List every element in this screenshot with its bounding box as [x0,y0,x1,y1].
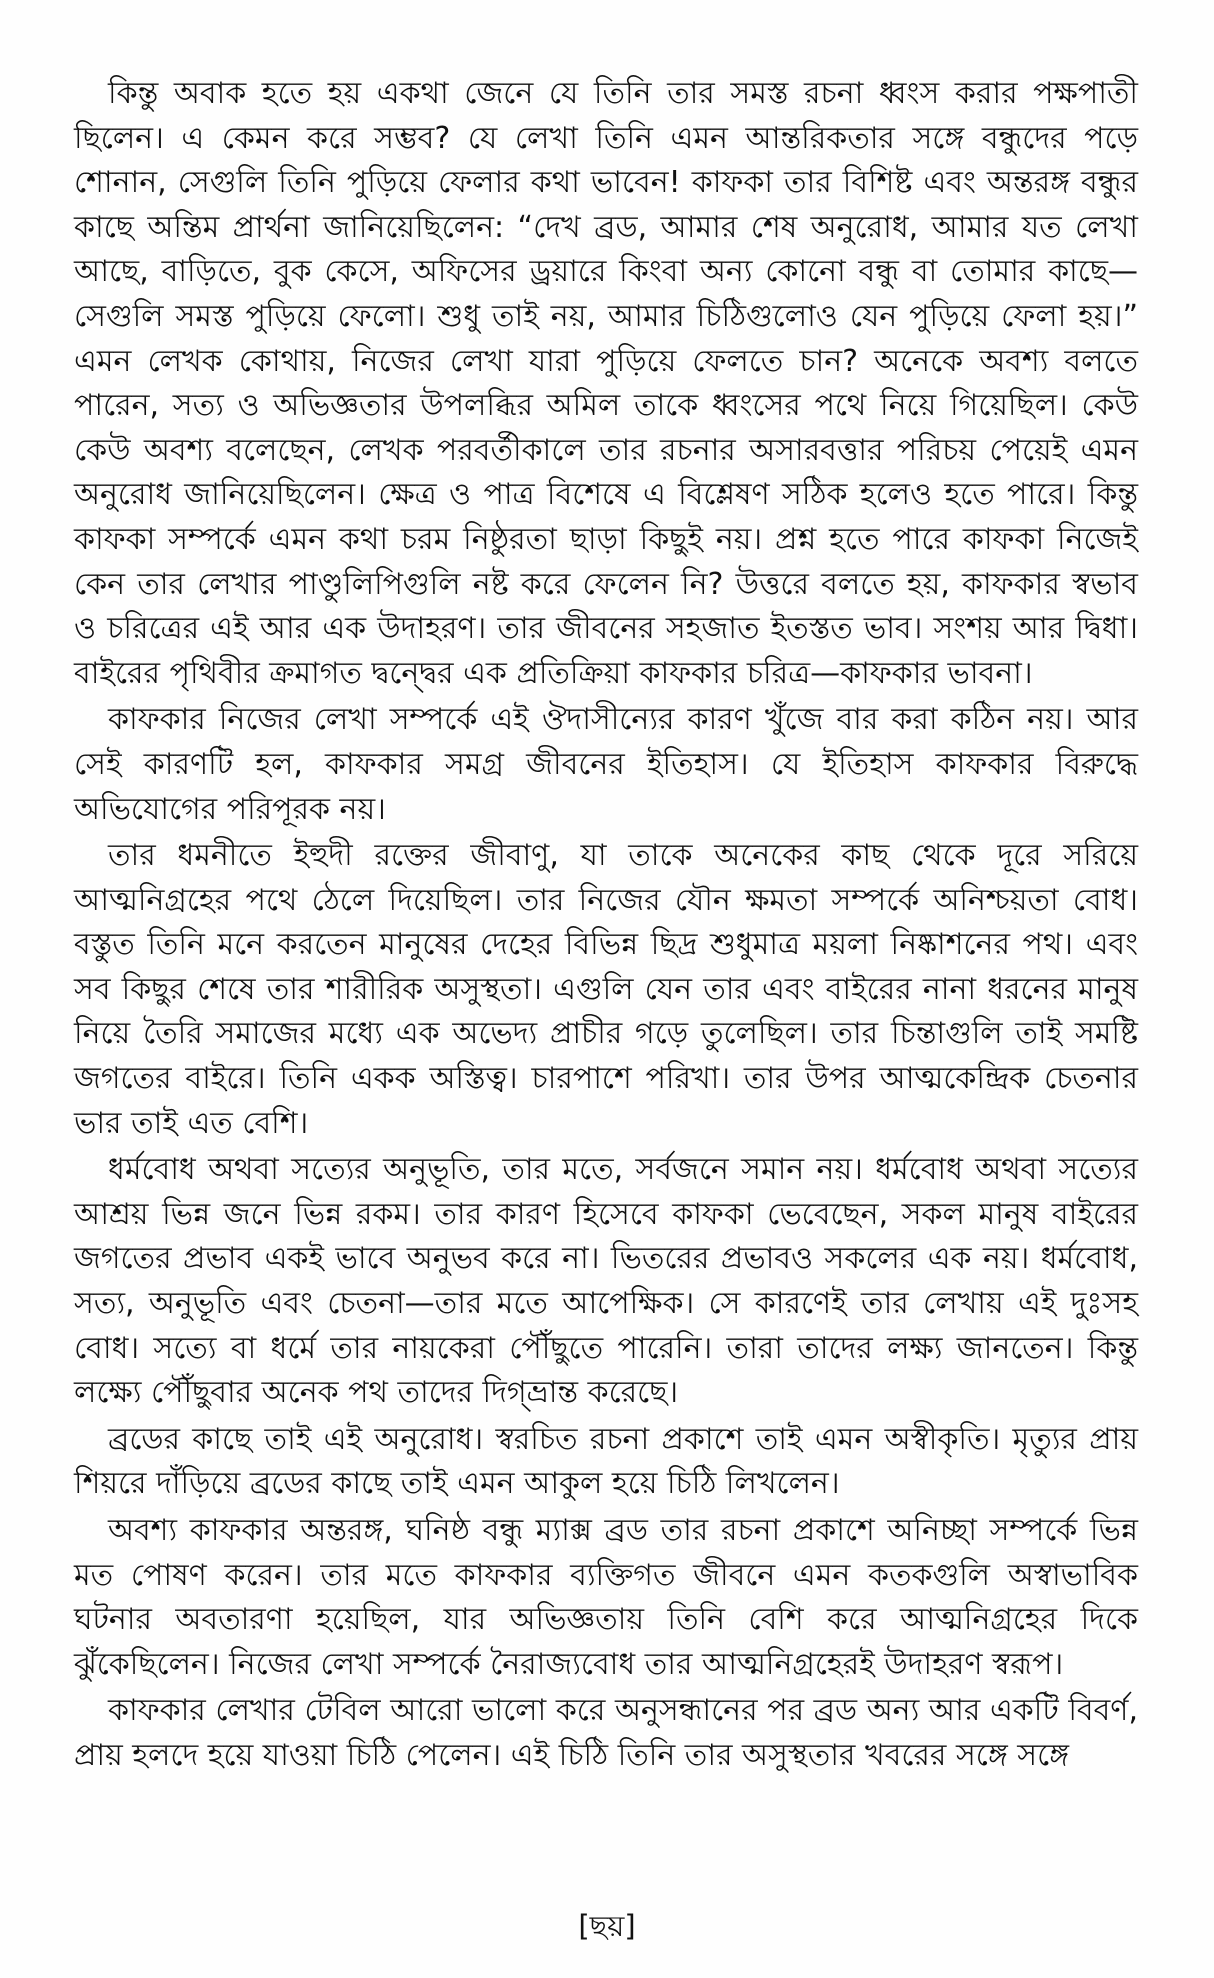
paragraph-3: তার ধমনীতে ইহুদী রক্তের জীবাণু, যা তাকে অনেকের কাছ থেকে দূরে সরিয়ে আত্মনিগ্রহের পথে ঠেলে দিয়েছিল। তার নিজের যৌন ক্ষমতা সম্পর্কে অনিশ্চয়তা বোধ। বস্তুত তিনি মনে করতেন মানুষের দেহের বিভিন্ন ছিদ্র শুধুমাত্র ময়লা নিষ্কাশনের পথ। এবং সব কিছুর শেষে তার শারীরিক অসুস্থতা। এগুলি যেন তার এবং বাইরের নানা ধরনের মানুষ নিয়ে তৈরি সমাজের মধ্যে এক অভেদ্য প্রাচীর গড়ে তুলেছিল। তার চিন্তাগুলি তাই সমষ্টি জগতের বাইরে। তিনি একক অস্তিত্ব। চারপাশে পরিখা। তার উপর আত্মকেন্দ্রিক চেতনার ভার তাই এত বেশি। [74,838,1138,1141]
paragraph-1: কিন্তু অবাক হতে হয় একথা জেনে যে তিনি তার সমস্ত রচনা ধ্বংস করার পক্ষপাতী ছিলেন। এ কেমন করে সম্ভব? যে লেখা তিনি এমন আন্তরিকতার সঙ্গে বন্ধুদের পড়ে শোনান, সেগুলি তিনি পুড়িয়ে ফেলার কথা ভাবেন! কাফকা তার বিশিষ্ট এবং অন্তরঙ্গ বন্ধুর কাছে অন্তিম প্রার্থনা জানিয়েছিলেন: “দেখ ব্রড, আমার শেষ অনুরোধ, আমার যত লেখা আছে, বাড়িতে, বুক কেসে, অফিসের ড্রয়ারে কিংবা অন্য কোনো বন্ধু বা তোমার কাছে—সেগুলি সমস্ত পুড়িয়ে ফেলো। শুধু তাই নয়, আমার চিঠিগুলোও যেন পুড়িয়ে ফেলা হয়।” এমন লেখক কোথায়, নিজের লেখা যারা পুড়িয়ে ফেলতে চান? অনেকে অবশ্য বলতে পারেন, সত্য ও অভিজ্ঞতার উপলব্ধির অমিল তাকে ধ্বংসের পথে নিয়ে গিয়েছিল। কেউ কেউ অবশ্য বলেছেন, লেখক পরবর্তীকালে তার রচনার অসারবত্তার পরিচয় পেয়েই এমন অনুরোধ জানিয়েছিলেন। ক্ষেত্র ও পাত্র বিশেষে এ বিশ্লেষণ সঠিক হলেও হতে পারে। কিন্তু কাফকা সম্পর্কে এমন কথা চরম নিষ্ঠুরতা ছাড়া কিছুই নয়। প্রশ্ন হতে পারে কাফকা নিজেই কেন তার লেখার পাণ্ডুলিপিগুলি নষ্ট করে ফেলেন নি? উত্তরে বলতে হয়, কাফকার স্বভাব ও চরিত্রের এই আর এক উদাহরণ। তার জীবনের সহজাত ইতস্তত ভাব। সংশয় আর দ্বিধা। বাইরের পৃথিবীর ক্রমাগত দ্বন্দ্বের এক প্রতিক্রিয়া কাফকার চরিত্র—কাফকার ভাবনা। [74,76,1138,691]
body-text [74,72,1138,1781]
paragraph-7: কাফকার লেখার টেবিল আরো ভালো করে অনুসন্ধানের পর ব্রড অন্য আর একটি বিবর্ণ, প্রায় হলদে হয়ে যাওয়া চিঠি পেলেন। এই চিঠি তিনি তার অসুস্থতার খবরের সঙ্গে সঙ্গে [74,1693,1138,1773]
paragraph-2: কাফকার নিজের লেখা সম্পর্কে এই ঔদাসীন্যের কারণ খুঁজে বার করা কঠিন নয়। আর সেই কারণটি হল, কাফকার সমগ্র জীবনের ইতিহাস। যে ইতিহাস কাফকার বিরুদ্ধে অভিযোগের পরিপূরক নয়। [74,702,1138,827]
page-number: [ছয়] [578,1909,636,1943]
paragraph-5: ব্রডের কাছে তাই এই অনুরোধ। স্বরচিত রচনা প্রকাশে তাই এমন অস্বীকৃতি। মৃত্যুর প্রায় শিয়রে দাঁড়িয়ে ব্রডের কাছে তাই এমন আকুল হয়ে চিঠি লিখলেন। [74,1421,1138,1502]
paragraph-4: ধর্মবোধ অথবা সত্যের অনুভূতি, তার মতে, সর্বজনে সমান নয়। ধর্মবোধ অথবা সত্যের আশ্রয় ভিন্ন জনে ভিন্ন রকম। তার কারণ হিসেবে কাফকা ভেবেছেন, সকল মানুষ বাইরের জগতের প্রভাব একই ভাবে অনুভব করে না। ভিতরের প্রভাবও সকলের এক নয়। ধর্মবোধ, সত্য, অনুভূতি এবং চেতনা—তার মতে আপেক্ষিক। সে কারণেই তার লেখায় এই দুঃসহ বোধ। সত্যে বা ধর্মে তার নায়কেরা পৌঁছুতে পারেনি। তারা তাদের লক্ষ্য জানতেন। কিন্তু লক্ষ্যে পৌঁছুবার অনেক পথ তাদের দিগ্‌ভ্রান্ত করেছে। [74,1152,1139,1411]
paragraph-6: অবশ্য কাফকার অন্তরঙ্গ, ঘনিষ্ঠ বন্ধু ম্যাক্স ব্রড তার রচনা প্রকাশে অনিচ্ছা সম্পর্কে ভিন্ন মত পোষণ করেন। তার মতে কাফকার ব্যক্তিগত জীবনে এমন কতকগুলি অস্বাভাবিক ঘটনার অবতারণা হয়েছিল, যার অভিজ্ঞতায় তিনি বেশি করে আত্মনিগ্রহের দিকে ঝুঁকেছিলেন। নিজের লেখা সম্পর্কে নৈরাজ্যবোধ তার আত্মনিগ্রহেরই উদাহরণ স্বরূপ। [74,1513,1138,1682]
